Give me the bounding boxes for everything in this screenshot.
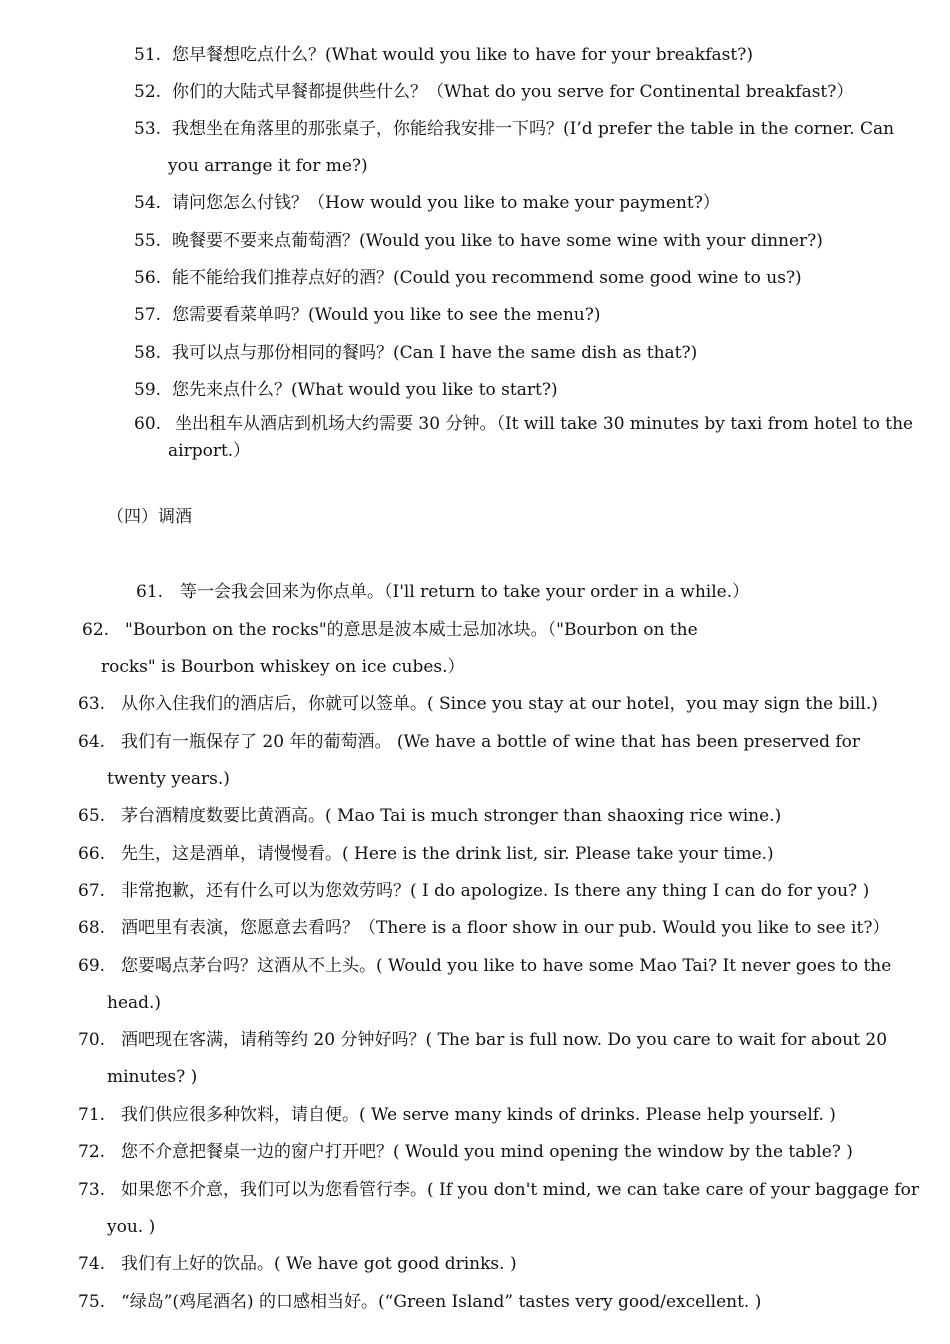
item-text: 您要喝点茅台吗？这酒从不上头。( Would you like to have some Mao Tai? It never goes to the (121, 956, 892, 976)
item-number: 75. (78, 1292, 106, 1312)
item-number: 71. (78, 1105, 106, 1125)
item-text: “绿岛”(鸡尾酒名) 的口感相当好。(“Green Island” tastes very good/excellent. ) (121, 1292, 762, 1312)
item-number: 57. (134, 305, 162, 325)
item-number: 55. (134, 231, 162, 251)
item-text: 您早餐想吃点什么？(What would you like to have for your breakfast?) (172, 45, 753, 65)
item-number: 51. (134, 45, 162, 65)
item-text-continuation: rocks" is Bourbon whiskey on ice cubes.） (101, 657, 465, 677)
item-number: 65. (78, 806, 106, 826)
item-number: 69. (78, 956, 106, 976)
item-number: 74. (78, 1254, 106, 1274)
item-text: 坐出租车从酒店到机场大约需要 30 分钟。（It will take 30 minutes by taxi from hotel to the (175, 414, 914, 434)
item-number: 61. (136, 582, 164, 602)
item-text: 我想坐在角落里的那张桌子，你能给我安排一下吗？(I’d prefer the table in the corner. Can (172, 119, 895, 139)
item-text: 从你入住我们的酒店后，你就可以签单。( Since you stay at our hotel，you may sign the bill.) (121, 694, 878, 714)
item-text-continuation: airport.） (168, 441, 251, 461)
item-text: 您先来点什么？(What would you like to start?) (172, 380, 558, 400)
item-text: 请问您怎么付钱？（How would you like to make your payment?） (172, 193, 720, 213)
item-text: 非常抱歉，还有什么可以为您效劳吗？( I do apologize. Is there any thing I can do for you? ) (121, 881, 870, 901)
item-text: 酒吧里有表演，您愿意去看吗？（There is a floor show in our pub. Would you like to see it?） (121, 918, 890, 938)
item-text: 先生，这是酒单，请慢慢看。( Here is the drink list, sir. Please take your time.) (121, 844, 774, 864)
item-number: 53. (134, 119, 162, 139)
item-text-continuation: you. ) (107, 1217, 156, 1237)
item-text-continuation: twenty years.) (107, 769, 230, 789)
item-text: 我们有上好的饮品。( We have got good drinks. ) (121, 1254, 517, 1274)
item-number: 72. (78, 1142, 106, 1162)
item-number: 59. (134, 380, 162, 400)
item-text: 等一会我会回来为你点单。（I'll return to take your order in a while.） (180, 582, 750, 602)
item-number: 60. (134, 414, 162, 434)
item-text: 您需要看菜单吗？(Would you like to see the menu?) (172, 305, 601, 325)
item-text: 我们有一瓶保存了 20 年的葡萄酒。 (We have a bottle of wine that has been preserved for (121, 732, 861, 752)
item-text-continuation: you arrange it for me?) (168, 156, 368, 176)
item-text: 晚餐要不要来点葡萄酒？(Would you like to have some wine with your dinner?) (172, 231, 823, 251)
item-text: 我们供应很多种饮料，请自便。( We serve many kinds of drinks. Please help yourself. ) (121, 1105, 836, 1125)
item-number: 64. (78, 732, 106, 752)
item-text: 我可以点与那份相同的餐吗？(Can I have the same dish as that?) (172, 343, 698, 363)
item-text: 您不介意把餐桌一边的窗户打开吧？( Would you mind opening the window by the table? ) (121, 1142, 853, 1162)
item-text: "Bourbon on the rocks"的意思是波本威士忌加冰块。（"Bourbon on the (125, 620, 698, 640)
item-text-continuation: head.) (107, 993, 162, 1013)
item-number: 67. (78, 881, 106, 901)
item-number: 70. (78, 1030, 106, 1050)
item-number: 56. (134, 268, 162, 288)
item-number: 68. (78, 918, 106, 938)
item-text: 如果您不介意，我们可以为您看管行李。( If you don't mind, we can take care of your baggage for (121, 1180, 919, 1200)
item-text: 茅台酒精度数要比黄酒高。( Mao Tai is much stronger than shaoxing rice wine.) (121, 806, 782, 826)
item-number: 73. (78, 1180, 106, 1200)
item-text: 你们的大陆式早餐都提供些什么？（What do you serve for Continental breakfast?） (172, 82, 854, 102)
item-number: 66. (78, 844, 106, 864)
item-number: 58. (134, 343, 162, 363)
item-text: 酒吧现在客满，请稍等约 20 分钟好吗？( The bar is full now. Do you care to wait for about 20 (121, 1030, 888, 1050)
item-number: 54. (134, 193, 162, 213)
item-number: 63. (78, 694, 106, 714)
item-number: 52. (134, 82, 162, 102)
item-number: 62. (82, 620, 110, 640)
section-heading: （四）调酒 (107, 507, 192, 527)
item-text: 能不能给我们推荐点好的酒？(Could you recommend some good wine to us?) (172, 268, 802, 288)
item-text-continuation: minutes? ) (107, 1067, 198, 1087)
